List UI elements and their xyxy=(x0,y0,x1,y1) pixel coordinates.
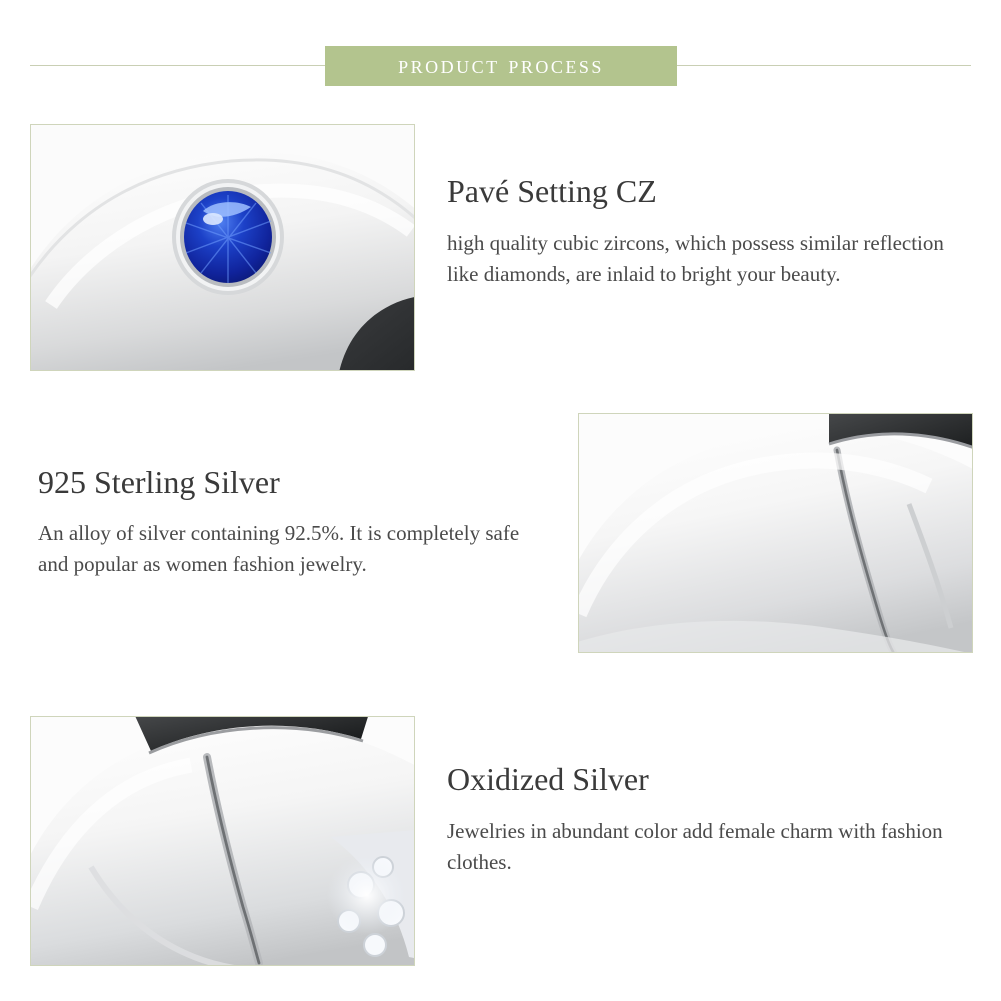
product-image-pave-setting-cz xyxy=(30,124,415,371)
section-body-oxidized-silver: Jewelries in abundant color add female charm with fashion clothes. xyxy=(447,819,943,874)
jewelry-illustration-silver xyxy=(579,414,972,652)
section-title-925-sterling-silver: 925 Sterling Silver xyxy=(38,464,280,500)
jewelry-illustration-oxidized xyxy=(31,717,414,965)
image-inner xyxy=(579,414,972,652)
page-header xyxy=(0,46,1001,86)
page-title: product process xyxy=(398,52,604,79)
section-body-pave-setting-cz: high quality cubic zircons, which possess similar reflection like diamonds, are inlaid to bright your beauty. xyxy=(447,231,944,286)
header-badge xyxy=(325,46,677,86)
image-inner xyxy=(31,717,414,965)
jewelry-illustration-gem xyxy=(31,125,414,370)
product-image-oxidized-silver xyxy=(30,716,415,966)
section-body-925-sterling-silver: An alloy of silver containing 92.5%. It is completely safe and popular as women fashion jewelry. xyxy=(38,521,520,576)
product-image-925-sterling-silver xyxy=(578,413,973,653)
section-title-oxidized-silver: Oxidized Silver xyxy=(447,761,649,797)
section-title-pave-setting-cz: Pavé Setting CZ xyxy=(447,173,657,209)
image-inner xyxy=(31,125,414,370)
